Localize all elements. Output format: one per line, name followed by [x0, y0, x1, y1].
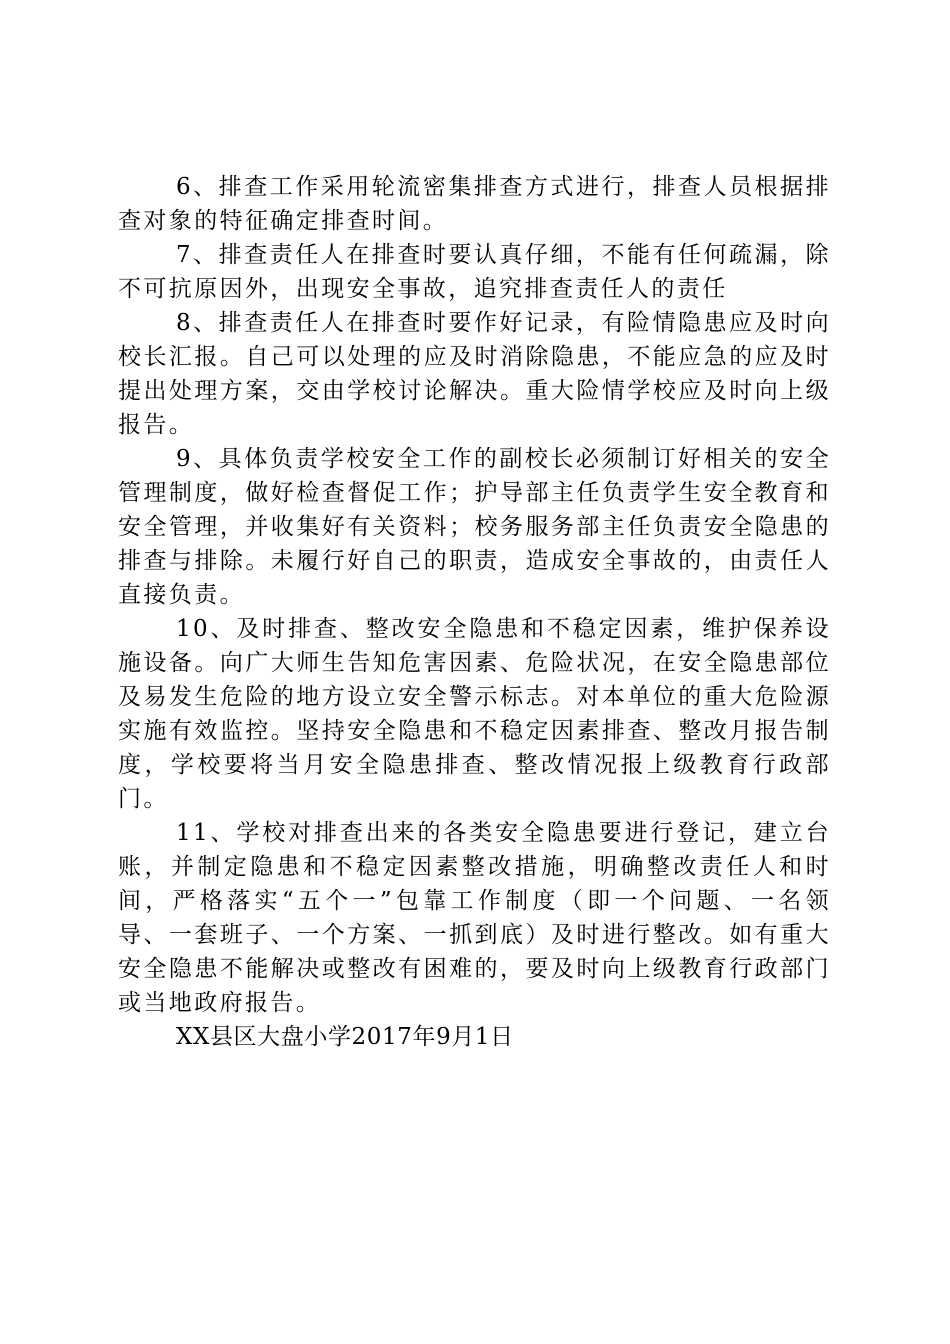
document-body — [118, 170, 831, 1054]
paragraph-item-11: 11、学校对排查出来的各类安全隐患要进行登记，建立台账，并制定隐患和不稳定因素整改措施，明确整改责任人和时间，严格落实“五个一”包靠工作制度（即一个问题、一名领导、一套班子、一个方案、一抓到底）及时进行整改。如有重大安全隐患不能解决或整改有困难的，要及时向上级教育行政部门或当地政府报告。 — [118, 820, 831, 1016]
paragraph-item-9: 9、具体负责学校安全工作的副校长必须制订好相关的安全管理制度，做好检查督促工作；护导部主任负责学生安全教育和安全管理，并收集好有关资料；校务服务部主任负责安全隐患的排查与排除。未履行好自己的职责，造成安全事故的，由责任人直接负责。 — [118, 446, 831, 608]
paragraph-item-7: 7、排查责任人在排查时要认真仔细，不能有任何疏漏，除不可抗原因外，出现安全事故，追究排查责任人的责任 — [118, 242, 831, 302]
paragraph-item-10: 10、及时排查、整改安全隐患和不稳定因素，维护保养设施设备。向广大师生告知危害因素、危险状况，在安全隐患部位及易发生危险的地方设立安全警示标志。对本单位的重大危险源实施有效监控。坚持安全隐患和不稳定因素排查、整改月报告制度，学校要将当月安全隐患排查、整改情况报上级教育行政部门。 — [118, 616, 831, 812]
signature-date: XX县区大盘小学2017年9月1日 — [176, 1024, 514, 1050]
paragraph-item-6: 6、排查工作采用轮流密集排查方式进行，排查人员根据排查对象的特征确定排查时间。 — [118, 174, 831, 234]
paragraph-item-8: 8、排查责任人在排查时要作好记录，有险情隐患应及时向校长汇报。自己可以处理的应及时消除隐患，不能应急的应及时提出处理方案，交由学校讨论解决。重大险情学校应及时向上级报告。 — [118, 310, 831, 438]
